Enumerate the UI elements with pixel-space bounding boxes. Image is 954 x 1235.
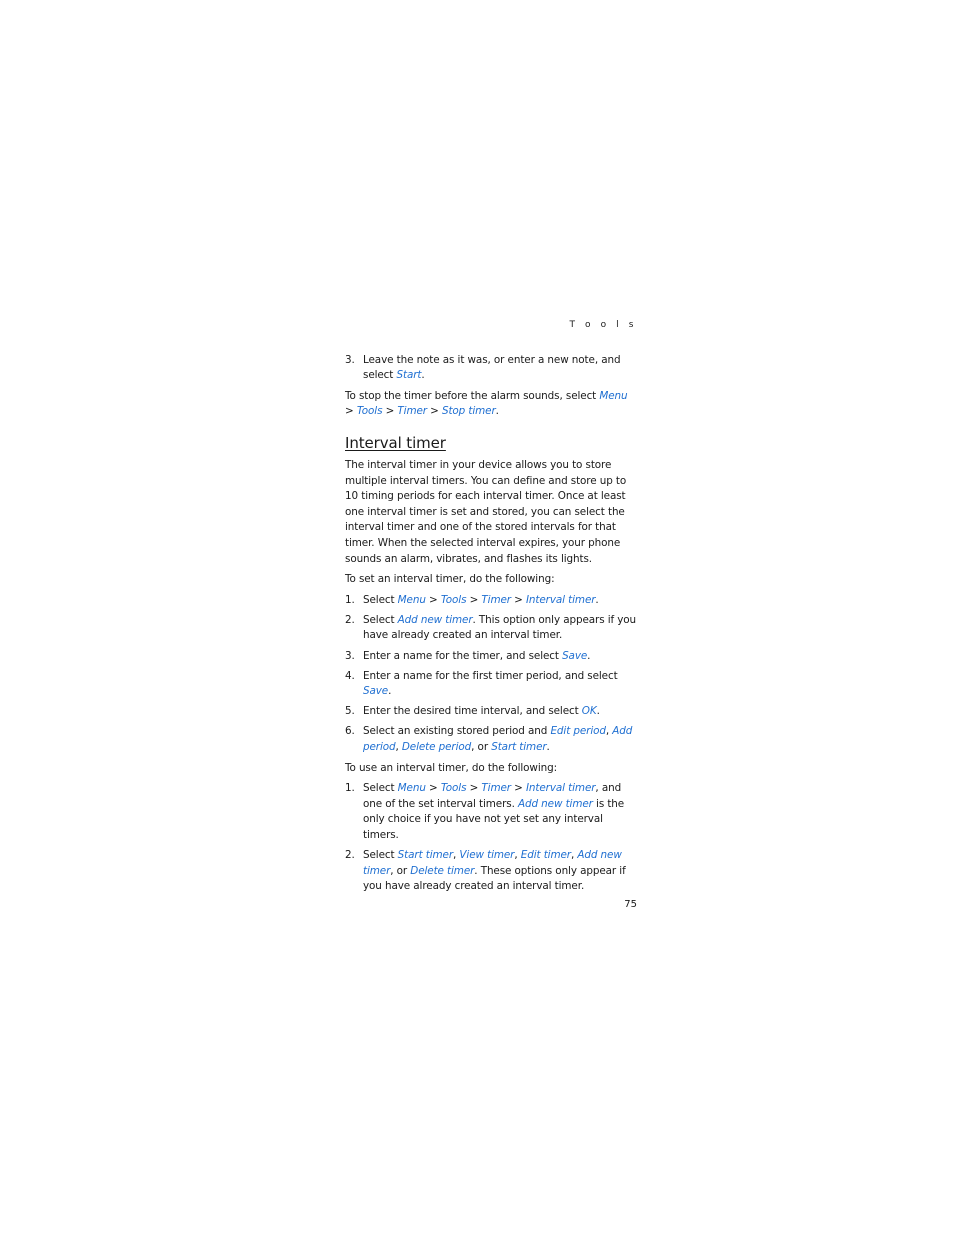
section-heading: Interval timer	[345, 433, 446, 452]
text-run: .	[596, 705, 600, 718]
text-run: ,	[570, 849, 578, 862]
menu-item-reference: Start	[396, 369, 422, 382]
text-run: .	[421, 369, 425, 382]
text-run: >	[466, 782, 482, 795]
text-run: , or	[471, 740, 492, 753]
step-number: 6.	[345, 725, 355, 738]
menu-item-reference: Save	[562, 649, 588, 662]
list-item	[345, 649, 637, 665]
step-number: 1.	[345, 593, 355, 606]
step-number: 3.	[345, 353, 355, 366]
text-run: >	[510, 782, 526, 795]
text-run: is the only choice if you have not yet set any interval timers.	[363, 797, 625, 841]
text-run: Leave the note as it was, or enter a new note, and select	[363, 353, 621, 382]
text-run: .	[546, 740, 550, 753]
menu-item-reference: Stop timer	[441, 405, 496, 418]
menu-item-reference: Tools	[440, 593, 467, 606]
menu-item-reference: Menu	[397, 593, 426, 606]
manual-page-content	[345, 318, 637, 900]
menu-item-reference: Interval timer	[525, 593, 596, 606]
menu-item-reference: Add new timer	[397, 613, 473, 626]
menu-item-reference: Add new timer	[517, 797, 593, 810]
menu-item-reference: Timer	[397, 405, 427, 418]
text-run: . This option only appears if you have already created an interval timer.	[363, 613, 637, 642]
menu-item-reference: Start timer	[397, 849, 454, 862]
step-number: 1.	[345, 782, 355, 795]
step-number: 2.	[345, 849, 355, 862]
menu-item-reference: Timer	[481, 593, 511, 606]
menu-item-reference: Save	[363, 685, 389, 698]
menu-item-reference: OK	[581, 705, 597, 718]
text-run: >	[426, 405, 442, 418]
text-run: , and one of the set interval timers.	[363, 782, 622, 810]
menu-item-reference: Start timer	[491, 740, 547, 753]
set-timer-intro: To set an interval timer, do the following:	[345, 573, 555, 586]
menu-item-reference: Tools	[440, 782, 467, 795]
list-item	[345, 593, 637, 609]
step-number: 3.	[345, 649, 355, 662]
menu-item-reference: Delete period	[401, 740, 472, 753]
menu-item-reference: Delete timer	[410, 864, 475, 877]
list-item	[345, 669, 637, 700]
list-item	[345, 704, 637, 720]
menu-item-reference: Menu	[397, 782, 426, 795]
text-run: >	[466, 593, 482, 606]
list-item	[345, 613, 637, 644]
running-head: T o o l s	[569, 320, 637, 330]
set-timer-steps-list	[345, 593, 637, 756]
step-number: 5.	[345, 705, 355, 718]
text-run: .	[595, 593, 599, 606]
list-item	[345, 781, 637, 843]
text-run: .	[388, 685, 392, 698]
text-run: .	[587, 649, 591, 662]
text-run: Select an existing stored period and	[363, 725, 551, 738]
text-run: >	[345, 405, 357, 418]
text-run: ,	[395, 740, 402, 753]
use-timer-steps-list	[345, 781, 637, 895]
list-item	[345, 724, 637, 755]
page-number: 75	[624, 899, 637, 910]
text-run: .	[495, 405, 499, 418]
text-run: Select	[363, 849, 398, 862]
menu-item-reference: Add period	[363, 725, 633, 753]
menu-item-reference: View timer	[459, 849, 515, 862]
text-run: Enter a name for the first timer period, and select	[363, 669, 618, 682]
menu-item-reference: Edit timer	[520, 849, 571, 862]
text-run: >	[510, 593, 526, 606]
text-run: Select	[363, 782, 398, 795]
menu-item-reference: Timer	[481, 782, 511, 795]
text-run: , or	[390, 864, 411, 877]
text-run: To stop the timer before the alarm sounds, select	[345, 389, 600, 402]
menu-item-reference: Edit period	[550, 725, 606, 738]
text-run: Select	[363, 613, 398, 626]
stop-timer-paragraph	[345, 389, 637, 420]
section-paragraph: The interval timer in your device allows you to store multiple interval timers. You can define and store up to 10 timing periods for each interval timer. Once at least one interval timer is set and stored, you can select the interval timer and one of the stored intervals for that timer. When the selected interval expires, your phone sounds an alarm, vibrates, and flashes its lights.	[345, 458, 627, 565]
text-run: Enter the desired time interval, and select	[363, 705, 582, 718]
text-run: . These options only appear if you have already created an interval timer.	[363, 864, 626, 893]
intro-steps-list	[345, 353, 637, 384]
text-run: Select	[363, 593, 398, 606]
menu-item-reference: Tools	[356, 405, 383, 418]
menu-item-reference: Menu	[599, 389, 628, 402]
step-number: 4.	[345, 669, 355, 682]
step-number: 2.	[345, 613, 355, 626]
text-run: ,	[514, 849, 521, 862]
text-run: >	[425, 782, 441, 795]
text-run: Enter a name for the timer, and select	[363, 649, 563, 662]
text-run: >	[382, 405, 398, 418]
text-run: ,	[605, 725, 613, 738]
list-item	[345, 353, 637, 384]
list-item	[345, 848, 637, 895]
text-run: ,	[453, 849, 460, 862]
menu-item-reference: Add new timer	[363, 849, 622, 877]
menu-item-reference: Interval timer	[525, 782, 596, 795]
use-timer-intro: To use an interval timer, do the following:	[345, 761, 557, 774]
text-run: >	[425, 593, 441, 606]
